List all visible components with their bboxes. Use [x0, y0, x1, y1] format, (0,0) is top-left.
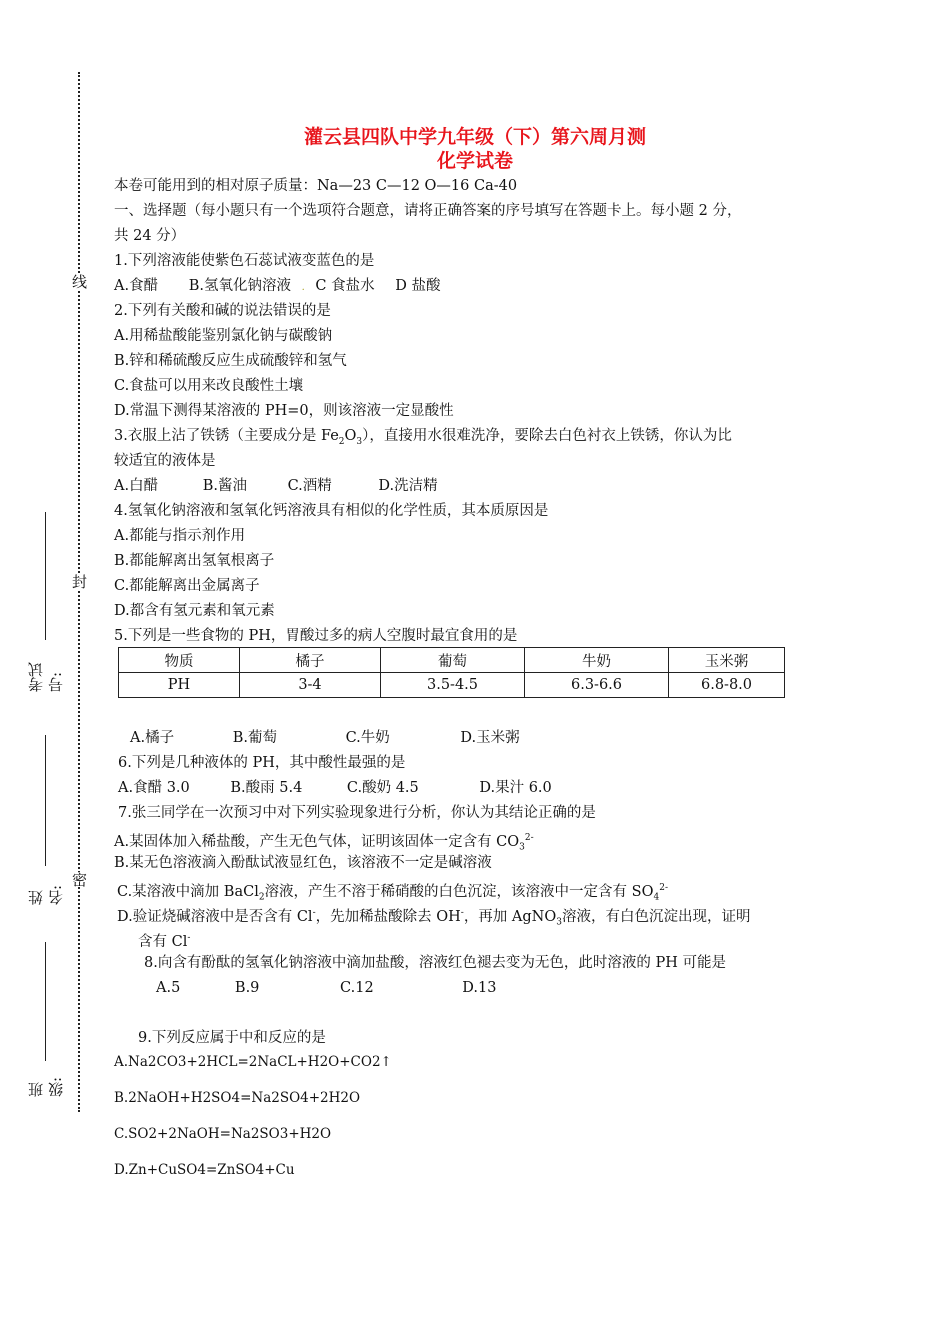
q5-option-c: C.牛奶: [345, 730, 390, 746]
atomic-mass-line: 本卷可能用到的相对原子质量：Na—23 C—12 O—16 Ca-40: [114, 178, 518, 194]
q4-option-d: D.都含有氢元素和氧元素: [114, 603, 275, 619]
name-field: [27, 735, 65, 905]
table-cell: 物质: [119, 648, 240, 673]
table-cell: 3.5-4.5: [381, 673, 525, 698]
q6-option-c: C.酸奶 4.5: [346, 780, 419, 796]
q7-stem: 7.张三同学在一次预习中对下列实验现象进行分析，你认为其结论正确的是: [118, 805, 596, 821]
q7-option-d-text: D.验证烧碱溶液中是否含有 Cl: [117, 908, 313, 925]
q9-stem: 9.下列反应属于中和反应的是: [138, 1030, 326, 1046]
q6-option-d: D.果汁 6.0: [479, 780, 552, 796]
exam-number-blank[interactable]: [46, 512, 47, 640]
q1-options: [114, 274, 440, 300]
table-header-row: [119, 648, 785, 673]
exam-subtitle: 化学试卷: [436, 150, 513, 172]
q7-option-d-text5: 含有 Cl: [138, 933, 188, 950]
q6-option-b: B.酸雨 5.4: [230, 780, 303, 796]
q5-option-a: A.橘子: [130, 730, 175, 746]
q8-option-c: C.12: [340, 980, 374, 996]
binding-dotted-line: [78, 72, 80, 1112]
q7-option-c-text2: 溶液，产生不溶于稀硝酸的白色沉淀，该溶液中一定含有 SO: [264, 883, 654, 900]
q4-option-a: A.都能与指示剂作用: [114, 528, 246, 544]
table-cell: 6.8-8.0: [669, 673, 785, 698]
exam-title: 灌云县四队中学九年级（下）第六周月测: [303, 126, 646, 148]
table-cell: 橘子: [240, 648, 381, 673]
name-blank[interactable]: [46, 735, 47, 866]
exam-number-label: 考试号:: [27, 662, 65, 692]
q3-stem-part1: 3.衣服上沾了铁锈（主要成分是 Fe: [114, 428, 339, 444]
q3-option-d: D.洗洁精: [378, 478, 438, 494]
q3-option-c: C.酒精: [287, 478, 332, 494]
table-cell: 牛奶: [525, 648, 669, 673]
q8-options: [156, 976, 496, 1001]
q4-option-b: B.都能解离出氢氧根离子: [114, 553, 275, 569]
q7-option-c: C.某溶液中滴加 BaCl$_2$溶液，产生不溶于稀硝酸的白色沉淀，该溶液中一定含有 $SO_4^{2-}$: [117, 883, 669, 903]
q7-option-c-text: C.某溶液中滴加 BaCl: [117, 883, 259, 900]
q6-stem: 6.下列是几种液体的 PH，其中酸性最强的是: [118, 755, 406, 771]
q3-stem-part2: ），直接用水很难洗净，要除去白色衬衣上铁锈，你认为比: [362, 428, 732, 444]
q4-option-c: C.都能解离出金属离子: [114, 578, 260, 594]
q3-option-a: A.白醋: [114, 478, 159, 494]
q8-option-b: B.9: [234, 980, 260, 996]
q7-option-a: A.某固体加入稀盐酸，产生无色气体，证明该固体一定含有 $CO_3^{2-}$: [114, 833, 534, 853]
q2-option-d: D.常温下测得某溶液的 PH=0，则该溶液一定显酸性: [114, 403, 454, 419]
q3-option-b: B.酱油: [202, 478, 247, 494]
section-instructions: 一、选择题（每小题只有一个选项符合题意，请将正确答案的序号填写在答题卡上。每小题 2 分，: [114, 203, 742, 219]
ph-table: [118, 647, 785, 698]
q7-option-d-text4: 溶液，有白色沉淀出现，证明: [561, 908, 751, 925]
q8-option-d: D.13: [462, 980, 497, 996]
q5-stem: 5.下列是一些食物的 PH，胃酸过多的病人空腹时最宜食用的是: [114, 628, 518, 644]
name-label: 姓名:: [27, 884, 65, 905]
q8-stem: 8.向含有酚酞的氢氧化钠溶液中滴加盐酸，溶液红色褪去变为无色，此时溶液的 PH 可能是: [144, 955, 726, 971]
class-label: 班级:: [27, 1076, 65, 1097]
q6-options: [118, 776, 552, 801]
q6-option-a: A.食醋 3.0: [118, 780, 190, 796]
q1-option-d: D 盐酸: [395, 278, 441, 294]
table-cell: 葡萄: [381, 648, 525, 673]
margin-char-xian: 线: [70, 274, 88, 289]
q9-option-c: C.SO2+2NaOH=Na2SO3+H2O: [114, 1126, 332, 1142]
q4-stem: 4.氢氧化钠溶液和氢氧化钙溶液具有相似的化学性质，其本质原因是: [114, 503, 549, 519]
table-cell: 6.3-6.6: [525, 673, 669, 698]
q7-option-a-text: A.某固体加入稀盐酸，产生无色气体，证明该固体一定含有 CO: [114, 833, 520, 850]
q2-option-a: A.用稀盐酸能鉴别氯化钠与碳酸钠: [114, 328, 333, 344]
q2-option-b: B.锌和稀硫酸反应生成硫酸锌和氢气: [114, 353, 347, 369]
q7-option-d-cont: 含有 Cl-: [138, 933, 191, 950]
q5-option-d: D.玉米粥: [460, 730, 520, 746]
q3-options: [114, 474, 438, 499]
section-instructions-cont: 共 24 分）: [114, 228, 186, 244]
q1-stem: 1.下列溶液能使紫色石蕊试液变蓝色的是: [114, 253, 375, 269]
q9-option-d: D.Zn+CuSO4=ZnSO4+Cu: [114, 1162, 295, 1178]
q1-option-a: A.食醋: [114, 278, 159, 294]
q2-option-c: C.食盐可以用来改良酸性土壤: [114, 378, 304, 394]
q7-option-d-text2: ，先加稀盐酸除去 OH: [315, 908, 461, 925]
exam-number-field: [27, 512, 65, 692]
q7-option-d: D.验证烧碱溶液中是否含有 Cl-，先加稀盐酸除去 OH-，再加 AgNO$_3$溶液，有白色沉淀出现，证明: [117, 908, 751, 928]
margin-char-feng: 封: [70, 574, 88, 589]
q5-option-b: B.葡萄: [232, 730, 277, 746]
table-cell: 3-4: [240, 673, 381, 698]
class-field: [27, 942, 65, 1097]
q3-stem-cont: 较适宜的液体是: [114, 453, 216, 469]
q9-option-b: B.2NaOH+H2SO4=Na2SO4+2H2O: [114, 1090, 361, 1106]
table-row: [119, 673, 785, 698]
q7-option-d-text3: ，再加 AgNO: [463, 908, 557, 925]
margin-char-mi: 密: [70, 872, 88, 887]
table-cell: 玉米粥: [669, 648, 785, 673]
q5-options: [130, 726, 520, 751]
q7-option-b: B.某无色溶液滴入酚酞试液显红色，该溶液不一定是碱溶液: [114, 855, 492, 871]
q3-stem: 3.衣服上沾了铁锈（主要成分是 $Fe_2O_3$），直接用水很难洗净，要除去白色衬衣上铁锈，你认为比: [114, 428, 732, 447]
table-cell: PH: [119, 673, 240, 698]
class-blank[interactable]: [46, 942, 47, 1061]
q2-stem: 2.下列有关酸和碱的说法错误的是: [114, 303, 331, 319]
q1-option-c: C 食盐水: [315, 278, 375, 294]
q1-option-b: B.氢氧化钠溶液: [188, 278, 291, 294]
q9-option-a: A.Na2CO3+2HCL=2NaCL+H2O+CO2↑: [114, 1054, 392, 1070]
ink-speck: .: [301, 282, 305, 293]
q8-option-a: A.5: [156, 980, 181, 996]
